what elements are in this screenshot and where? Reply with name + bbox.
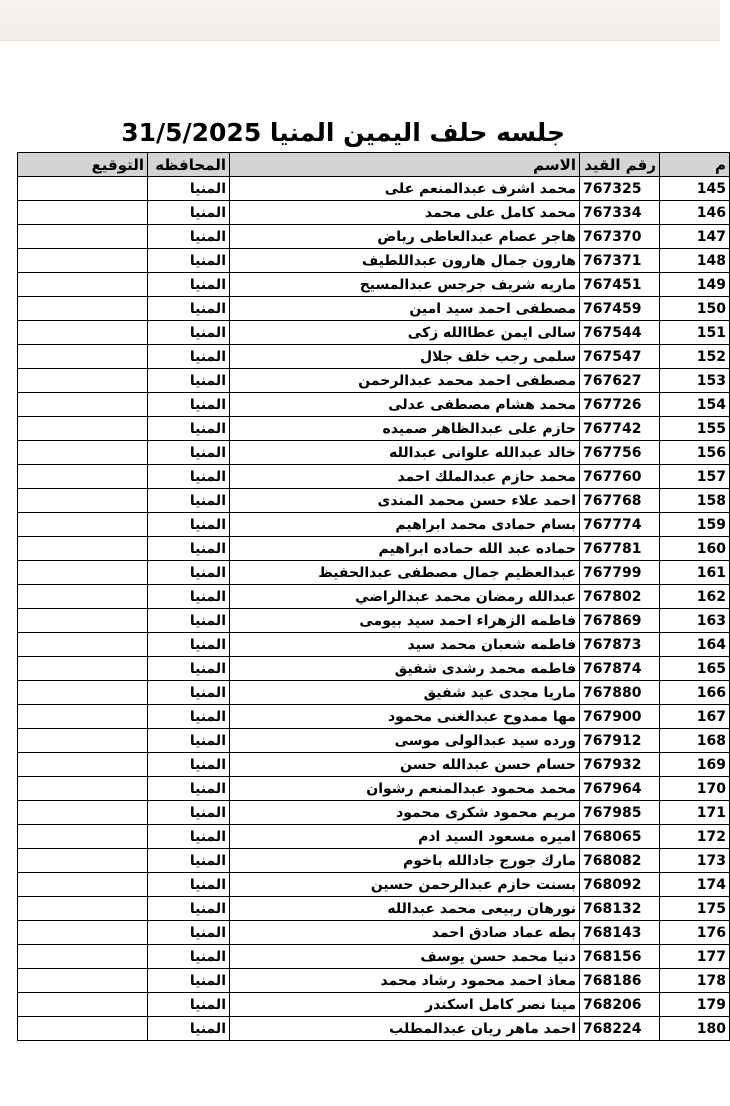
top-bar bbox=[0, 0, 720, 41]
signature-cell bbox=[18, 705, 148, 729]
registration-number: 768206 bbox=[580, 993, 660, 1017]
governorate: المنيا bbox=[148, 849, 230, 873]
governorate: المنيا bbox=[148, 897, 230, 921]
row-number: 146 bbox=[660, 201, 730, 225]
registration-number: 768092 bbox=[580, 873, 660, 897]
registration-number: 767370 bbox=[580, 225, 660, 249]
registration-number: 767932 bbox=[580, 753, 660, 777]
governorate: المنيا bbox=[148, 921, 230, 945]
signature-cell bbox=[18, 825, 148, 849]
signature-cell bbox=[18, 681, 148, 705]
table-row bbox=[18, 657, 730, 681]
signature-cell bbox=[18, 945, 148, 969]
signature-cell bbox=[18, 249, 148, 273]
signature-cell bbox=[18, 321, 148, 345]
row-number: 176 bbox=[660, 921, 730, 945]
registration-number: 767912 bbox=[580, 729, 660, 753]
row-number: 149 bbox=[660, 273, 730, 297]
signature-cell bbox=[18, 417, 148, 441]
table-row bbox=[18, 273, 730, 297]
registration-number: 767547 bbox=[580, 345, 660, 369]
table-row bbox=[18, 1017, 730, 1041]
signature-cell bbox=[18, 657, 148, 681]
governorate: المنيا bbox=[148, 537, 230, 561]
governorate: المنيا bbox=[148, 177, 230, 201]
signature-cell bbox=[18, 777, 148, 801]
registration-number: 767742 bbox=[580, 417, 660, 441]
registration-number: 767760 bbox=[580, 465, 660, 489]
signature-cell bbox=[18, 1017, 148, 1041]
member-name: دنيا محمد حسن يوسف bbox=[230, 945, 580, 969]
registration-number: 767874 bbox=[580, 657, 660, 681]
row-number: 167 bbox=[660, 705, 730, 729]
table-row bbox=[18, 537, 730, 561]
governorate: المنيا bbox=[148, 777, 230, 801]
signature-cell bbox=[18, 969, 148, 993]
signature-cell bbox=[18, 873, 148, 897]
member-name: هارون جمال هارون عبداللطيف bbox=[230, 249, 580, 273]
table-row bbox=[18, 249, 730, 273]
governorate: المنيا bbox=[148, 321, 230, 345]
signature-cell bbox=[18, 633, 148, 657]
page-title: جلسه حلف اليمين المنيا 31/5/2025 bbox=[121, 118, 565, 147]
registration-number: 767726 bbox=[580, 393, 660, 417]
member-name: بطه عماد صادق احمد bbox=[230, 921, 580, 945]
table-row bbox=[18, 465, 730, 489]
table-row bbox=[18, 849, 730, 873]
member-name: مصطفى احمد سيد امين bbox=[230, 297, 580, 321]
signature-cell bbox=[18, 177, 148, 201]
row-number: 155 bbox=[660, 417, 730, 441]
member-name: ورده سيد عبدالولى موسى bbox=[230, 729, 580, 753]
governorate: المنيا bbox=[148, 273, 230, 297]
governorate: المنيا bbox=[148, 393, 230, 417]
table-row bbox=[18, 177, 730, 201]
member-name: حازم على عبدالظاهر صميده bbox=[230, 417, 580, 441]
registration-number: 768186 bbox=[580, 969, 660, 993]
row-number: 172 bbox=[660, 825, 730, 849]
row-number: 158 bbox=[660, 489, 730, 513]
table-row bbox=[18, 993, 730, 1017]
governorate: المنيا bbox=[148, 345, 230, 369]
row-number: 157 bbox=[660, 465, 730, 489]
registration-number: 767371 bbox=[580, 249, 660, 273]
row-number: 145 bbox=[660, 177, 730, 201]
header-code: رقم القيد bbox=[580, 153, 660, 177]
table-row bbox=[18, 297, 730, 321]
signature-cell bbox=[18, 225, 148, 249]
row-number: 165 bbox=[660, 657, 730, 681]
governorate: المنيا bbox=[148, 369, 230, 393]
governorate: المنيا bbox=[148, 609, 230, 633]
registration-number: 767869 bbox=[580, 609, 660, 633]
row-number: 178 bbox=[660, 969, 730, 993]
governorate: المنيا bbox=[148, 465, 230, 489]
registration-number: 767756 bbox=[580, 441, 660, 465]
registration-number: 767768 bbox=[580, 489, 660, 513]
governorate: المنيا bbox=[148, 657, 230, 681]
signature-cell bbox=[18, 297, 148, 321]
row-number: 180 bbox=[660, 1017, 730, 1041]
table-row bbox=[18, 969, 730, 993]
registration-number: 768224 bbox=[580, 1017, 660, 1041]
table-row bbox=[18, 921, 730, 945]
signature-cell bbox=[18, 993, 148, 1017]
member-name: عبدالعظيم جمال مصطفى عبدالحفيظ bbox=[230, 561, 580, 585]
governorate: المنيا bbox=[148, 417, 230, 441]
table-row bbox=[18, 585, 730, 609]
signature-cell bbox=[18, 393, 148, 417]
governorate: المنيا bbox=[148, 705, 230, 729]
governorate: المنيا bbox=[148, 681, 230, 705]
member-name: اميره مسعود السيد ادم bbox=[230, 825, 580, 849]
table-row bbox=[18, 201, 730, 225]
member-name: محمد حازم عبدالملك احمد bbox=[230, 465, 580, 489]
signature-cell bbox=[18, 513, 148, 537]
registration-number: 767799 bbox=[580, 561, 660, 585]
row-number: 174 bbox=[660, 873, 730, 897]
governorate: المنيا bbox=[148, 945, 230, 969]
table-row bbox=[18, 345, 730, 369]
table-row bbox=[18, 897, 730, 921]
row-number: 168 bbox=[660, 729, 730, 753]
signature-cell bbox=[18, 561, 148, 585]
table-row bbox=[18, 825, 730, 849]
governorate: المنيا bbox=[148, 993, 230, 1017]
table-row bbox=[18, 417, 730, 441]
signature-cell bbox=[18, 609, 148, 633]
member-name: مينا نصر كامل اسكندر bbox=[230, 993, 580, 1017]
row-number: 166 bbox=[660, 681, 730, 705]
row-number: 154 bbox=[660, 393, 730, 417]
governorate: المنيا bbox=[148, 225, 230, 249]
governorate: المنيا bbox=[148, 489, 230, 513]
member-name: فاطمه الزهراء احمد سيد بيومى bbox=[230, 609, 580, 633]
table-row bbox=[18, 321, 730, 345]
registration-number: 767451 bbox=[580, 273, 660, 297]
table-row bbox=[18, 873, 730, 897]
table-row bbox=[18, 513, 730, 537]
header-row bbox=[18, 153, 730, 177]
table-row bbox=[18, 489, 730, 513]
table-row bbox=[18, 633, 730, 657]
registration-number: 767880 bbox=[580, 681, 660, 705]
registration-number: 767627 bbox=[580, 369, 660, 393]
governorate: المنيا bbox=[148, 513, 230, 537]
signature-cell bbox=[18, 585, 148, 609]
row-number: 170 bbox=[660, 777, 730, 801]
member-name: مها ممدوح عبدالغنى محمود bbox=[230, 705, 580, 729]
member-name: فاطمه شعبان محمد سيد bbox=[230, 633, 580, 657]
table-row bbox=[18, 945, 730, 969]
row-number: 150 bbox=[660, 297, 730, 321]
row-number: 162 bbox=[660, 585, 730, 609]
table-row bbox=[18, 777, 730, 801]
row-number: 163 bbox=[660, 609, 730, 633]
member-name: عبدالله رمضان محمد عبدالراضي bbox=[230, 585, 580, 609]
row-number: 169 bbox=[660, 753, 730, 777]
governorate: المنيا bbox=[148, 249, 230, 273]
header-governorate: المحافظه bbox=[148, 153, 230, 177]
registration-number: 767964 bbox=[580, 777, 660, 801]
row-number: 161 bbox=[660, 561, 730, 585]
table-row bbox=[18, 441, 730, 465]
governorate: المنيا bbox=[148, 729, 230, 753]
roster-table bbox=[17, 152, 730, 1041]
member-name: محمد كامل على محمد bbox=[230, 201, 580, 225]
member-name: محمد هشام مصطفى عدلى bbox=[230, 393, 580, 417]
governorate: المنيا bbox=[148, 441, 230, 465]
signature-cell bbox=[18, 753, 148, 777]
header-signature: التوقيع bbox=[18, 153, 148, 177]
row-number: 175 bbox=[660, 897, 730, 921]
governorate: المنيا bbox=[148, 873, 230, 897]
signature-cell bbox=[18, 849, 148, 873]
signature-cell bbox=[18, 441, 148, 465]
member-name: بسنت حازم عبدالرحمن حسين bbox=[230, 873, 580, 897]
governorate: المنيا bbox=[148, 297, 230, 321]
registration-number: 767544 bbox=[580, 321, 660, 345]
registration-number: 767873 bbox=[580, 633, 660, 657]
member-name: معاذ احمد محمود رشاد محمد bbox=[230, 969, 580, 993]
governorate: المنيا bbox=[148, 201, 230, 225]
registration-number: 767459 bbox=[580, 297, 660, 321]
member-name: ماريا مجدى عيد شفيق bbox=[230, 681, 580, 705]
member-name: محمد اشرف عبدالمنعم على bbox=[230, 177, 580, 201]
registration-number: 767774 bbox=[580, 513, 660, 537]
member-name: مريم محمود شكرى محمود bbox=[230, 801, 580, 825]
member-name: احمد ماهر ريان عبدالمطلب bbox=[230, 1017, 580, 1041]
registration-number: 768082 bbox=[580, 849, 660, 873]
signature-cell bbox=[18, 273, 148, 297]
member-name: سلمى رجب خلف جلال bbox=[230, 345, 580, 369]
member-name: ماريه شريف جرجس عبدالمسيح bbox=[230, 273, 580, 297]
registration-number: 768132 bbox=[580, 897, 660, 921]
table-row bbox=[18, 393, 730, 417]
row-number: 151 bbox=[660, 321, 730, 345]
member-name: خالد عبدالله علوانى عبدالله bbox=[230, 441, 580, 465]
registration-number: 767985 bbox=[580, 801, 660, 825]
signature-cell bbox=[18, 489, 148, 513]
registration-number: 767334 bbox=[580, 201, 660, 225]
row-number: 147 bbox=[660, 225, 730, 249]
member-name: هاجر عصام عبدالعاطى رياض bbox=[230, 225, 580, 249]
signature-cell bbox=[18, 801, 148, 825]
member-name: مارك جورج جادالله باخوم bbox=[230, 849, 580, 873]
table-row bbox=[18, 225, 730, 249]
row-number: 153 bbox=[660, 369, 730, 393]
row-number: 159 bbox=[660, 513, 730, 537]
registration-number: 768156 bbox=[580, 945, 660, 969]
row-number: 171 bbox=[660, 801, 730, 825]
governorate: المنيا bbox=[148, 1017, 230, 1041]
table-row bbox=[18, 801, 730, 825]
signature-cell bbox=[18, 201, 148, 225]
header-name: الاسم bbox=[230, 153, 580, 177]
row-number: 164 bbox=[660, 633, 730, 657]
signature-cell bbox=[18, 369, 148, 393]
member-name: بسام حمادى محمد ابراهيم bbox=[230, 513, 580, 537]
governorate: المنيا bbox=[148, 969, 230, 993]
governorate: المنيا bbox=[148, 801, 230, 825]
signature-cell bbox=[18, 897, 148, 921]
member-name: حسام حسن عبدالله حسن bbox=[230, 753, 580, 777]
signature-cell bbox=[18, 921, 148, 945]
table-row bbox=[18, 705, 730, 729]
table-row bbox=[18, 609, 730, 633]
member-name: محمد محمود عبدالمنعم رشوان bbox=[230, 777, 580, 801]
row-number: 173 bbox=[660, 849, 730, 873]
registration-number: 767802 bbox=[580, 585, 660, 609]
registration-number: 768065 bbox=[580, 825, 660, 849]
governorate: المنيا bbox=[148, 585, 230, 609]
row-number: 177 bbox=[660, 945, 730, 969]
row-number: 179 bbox=[660, 993, 730, 1017]
row-number: 160 bbox=[660, 537, 730, 561]
row-number: 148 bbox=[660, 249, 730, 273]
signature-cell bbox=[18, 345, 148, 369]
table-row bbox=[18, 729, 730, 753]
header-num: م bbox=[660, 153, 730, 177]
member-name: مصطفى احمد محمد عبدالرحمن bbox=[230, 369, 580, 393]
member-name: سالى ايمن عطاالله زكى bbox=[230, 321, 580, 345]
signature-cell bbox=[18, 465, 148, 489]
table-row bbox=[18, 561, 730, 585]
row-number: 152 bbox=[660, 345, 730, 369]
registration-number: 767781 bbox=[580, 537, 660, 561]
row-number: 156 bbox=[660, 441, 730, 465]
registration-number: 768143 bbox=[580, 921, 660, 945]
governorate: المنيا bbox=[148, 633, 230, 657]
governorate: المنيا bbox=[148, 825, 230, 849]
signature-cell bbox=[18, 729, 148, 753]
member-name: فاطمه محمد رشدى شفيق bbox=[230, 657, 580, 681]
signature-cell bbox=[18, 537, 148, 561]
table-row bbox=[18, 753, 730, 777]
registration-number: 767900 bbox=[580, 705, 660, 729]
registration-number: 767325 bbox=[580, 177, 660, 201]
table-row bbox=[18, 369, 730, 393]
governorate: المنيا bbox=[148, 753, 230, 777]
table-row bbox=[18, 681, 730, 705]
member-name: حماده عبد الله حماده ابراهيم bbox=[230, 537, 580, 561]
member-name: احمد علاء حسن محمد المندى bbox=[230, 489, 580, 513]
member-name: نورهان ربيعى محمد عبدالله bbox=[230, 897, 580, 921]
governorate: المنيا bbox=[148, 561, 230, 585]
